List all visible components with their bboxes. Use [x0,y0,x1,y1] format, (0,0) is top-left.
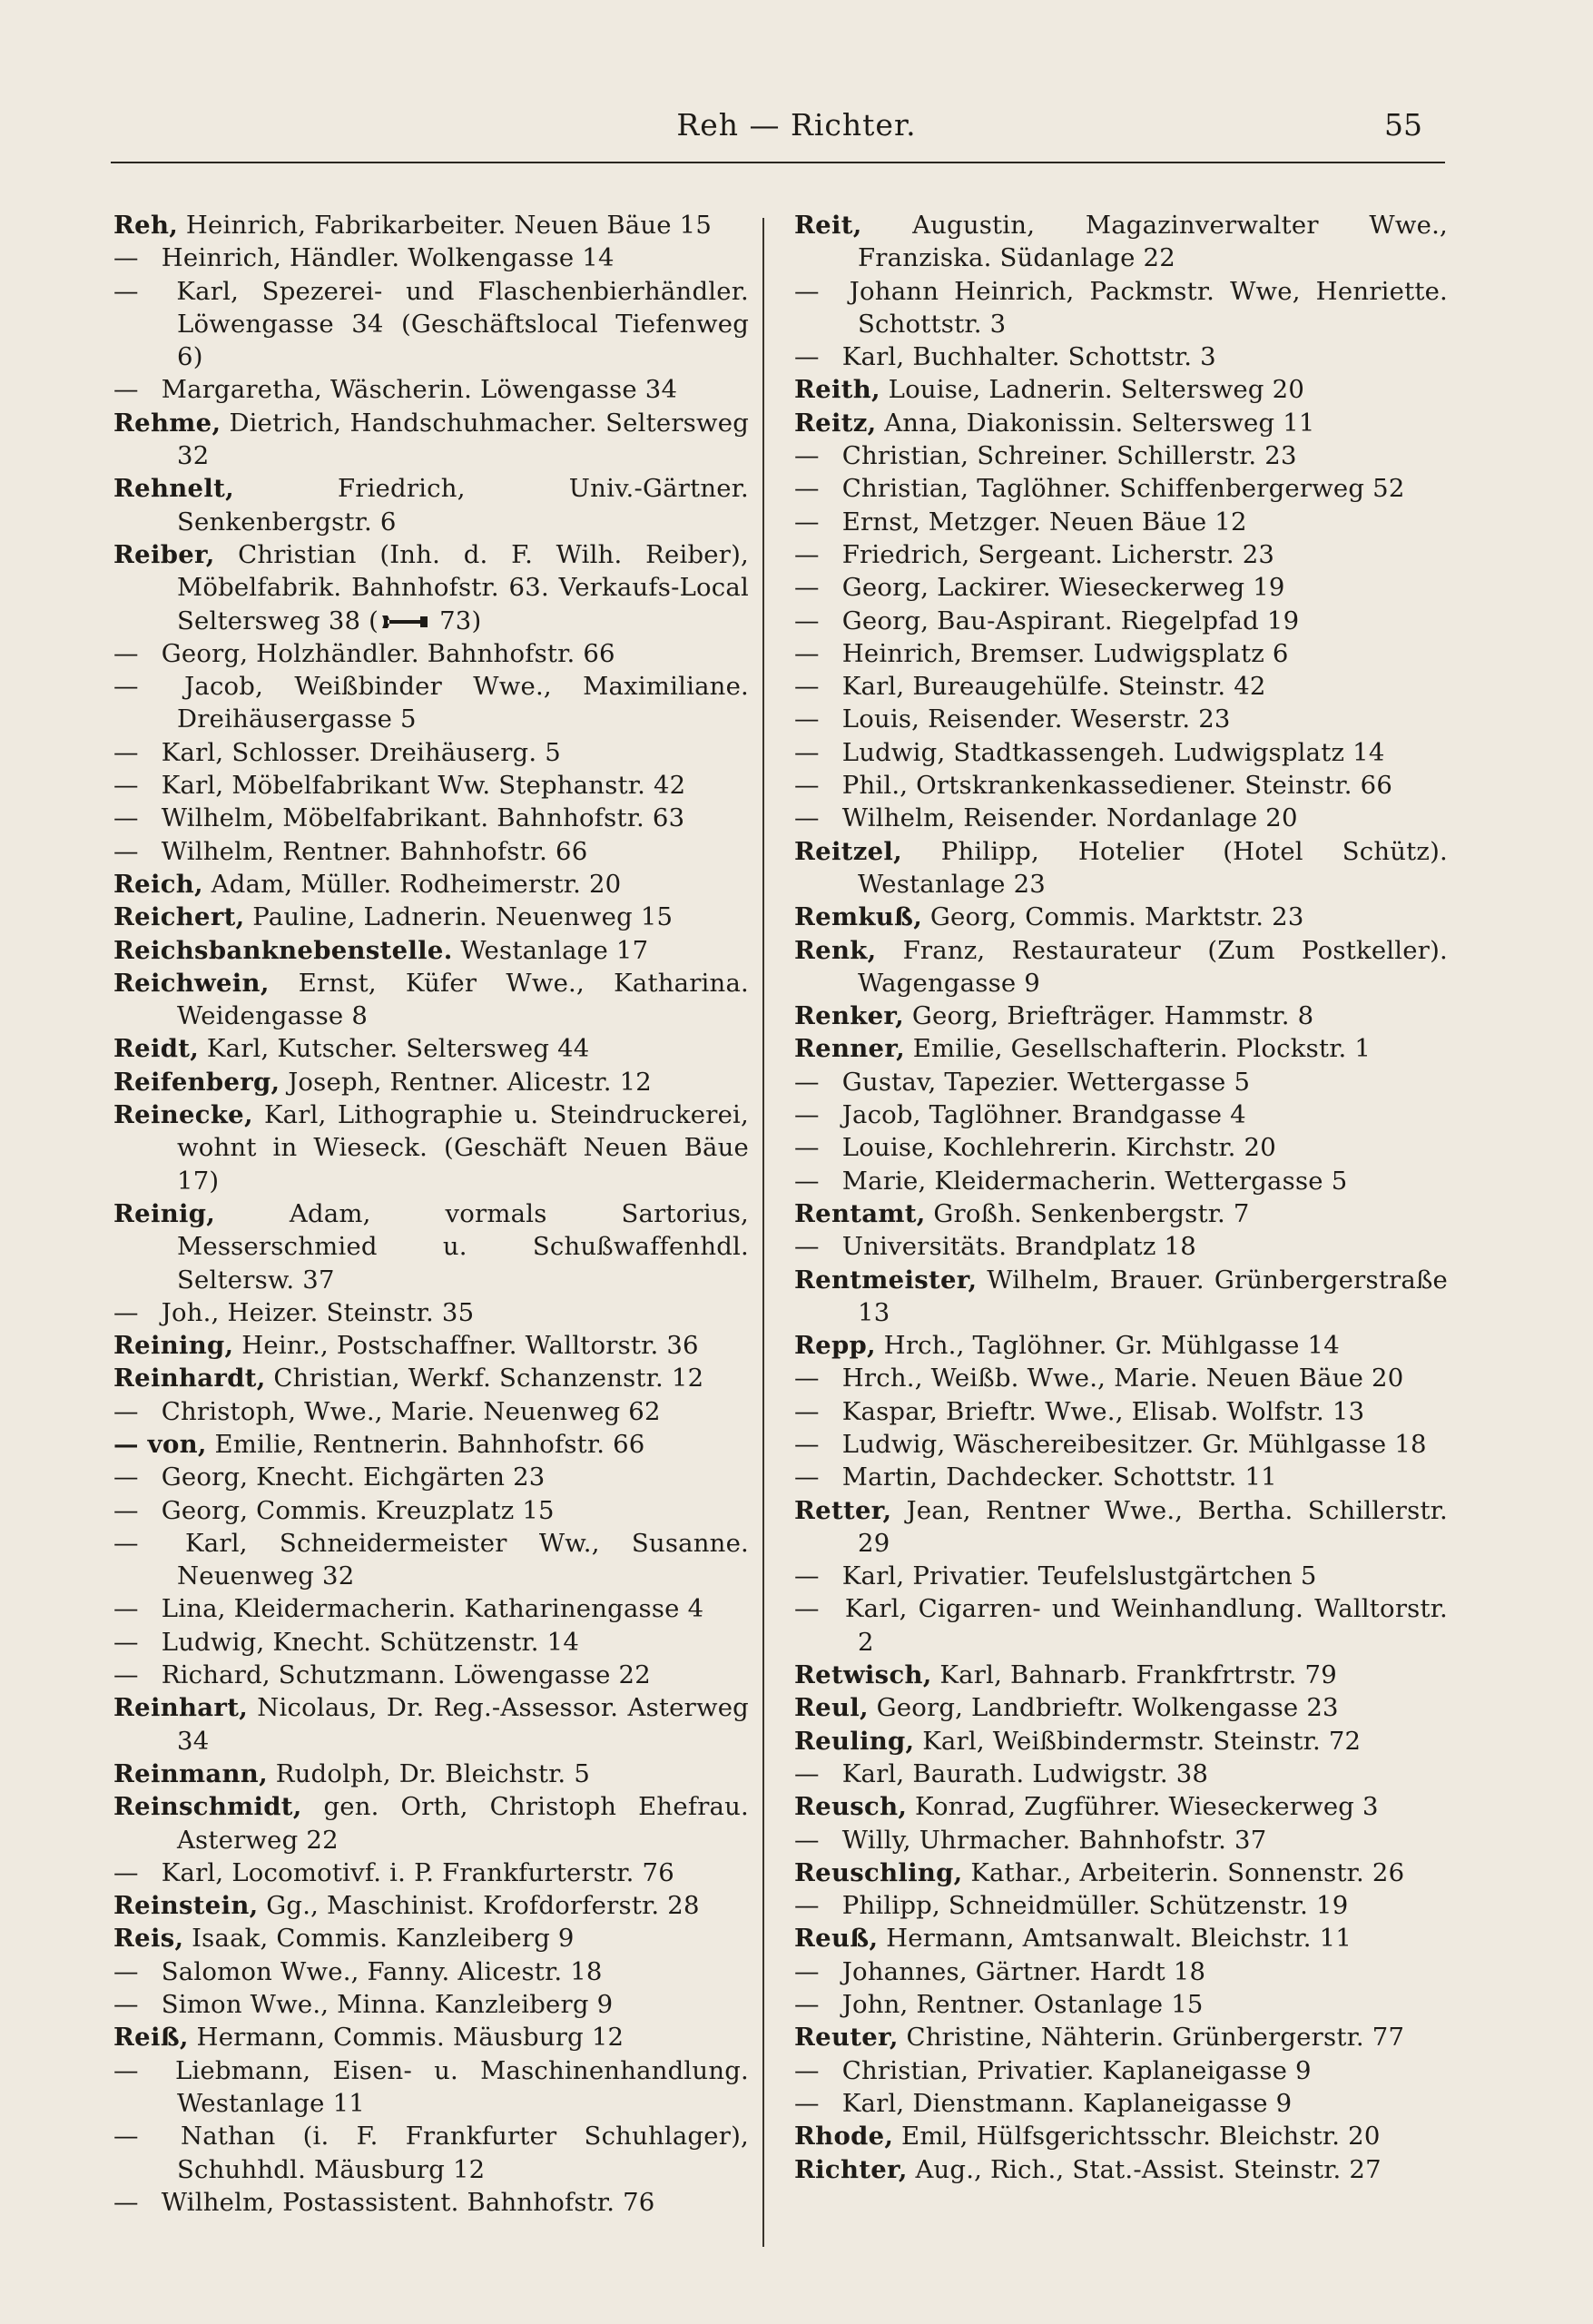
surname: Rehnelt, [113,474,234,504]
entry-details: Aug., Rich., Stat.-Assist. Steinstr. 27 [915,2154,1382,2184]
directory-entry [113,275,749,374]
directory-entry [794,2087,1448,2120]
directory-entry [113,1527,749,1593]
right-column [794,209,1448,2297]
directory-entry [113,241,749,274]
entry-details: Karl, Baurath. Ludwigstr. 38 [841,1758,1209,1788]
surname: Reith, [794,375,880,405]
directory-entry [113,1329,749,1362]
directory-entry [113,868,749,901]
directory-entry [794,1362,1448,1394]
continuation-dash: — [794,1758,820,1788]
directory-entry [794,1856,1448,1889]
directory-entry [794,670,1448,703]
directory-entry [113,1428,749,1461]
continuation-dash: — [113,803,139,833]
entry-details: Adam, Müller. Rodheimerstr. 20 [211,869,622,899]
directory-entry [113,2054,749,2121]
directory-entry [794,605,1448,637]
surname: Reich, [113,869,203,899]
directory-entry [794,901,1448,933]
directory-entry [794,1461,1448,1493]
continuation-dash: — [113,243,139,273]
entry-details: Wilhelm, Brauer. Grünbergerstraße 13 [858,1265,1448,1327]
directory-entry [113,1659,749,1691]
surname: — von, [113,1429,207,1459]
entry-details: Karl, Möbelfabrikant Ww. Stephanstr. 42 [161,771,686,801]
entry-details: Wilhelm, Möbelfabrikant. Bahnhofstr. 63 [161,803,685,833]
entry-details: Jacob, Weißbinder Wwe., Maximiliane. Dreihäusergasse 5 [177,672,749,734]
entry-details: Friedrich, Univ.-Gärtner. Senkenbergstr. 6 [177,474,749,537]
continuation-dash: — [794,737,820,767]
directory-entry [113,1395,749,1428]
surname: Reinecke, [113,1100,253,1130]
entry-details: Karl, Bahnarb. Frankfrtrstr. 79 [939,1660,1337,1690]
directory-entry [794,1395,1448,1428]
directory-entry [113,736,749,769]
continuation-dash: — [794,2088,820,2118]
directory-entry [794,2054,1448,2087]
directory-entry [113,835,749,868]
entry-details: Phil., Ortskrankenkassediener. Steinstr. 66 [841,771,1393,801]
header-divider [111,162,1445,163]
continuation-dash: — [794,1891,820,1921]
directory-entry [113,1362,749,1394]
entry-details: Georg, Holzhändler. Bahnhofstr. 66 [161,638,615,668]
entry-details: Pauline, Ladnerin. Neuenweg 15 [252,902,674,932]
directory-entry [794,1197,1448,1230]
entry-details: Georg, Commis. Kreuzplatz 15 [161,1495,555,1525]
surname: Reichsbanknebenstelle. [113,935,453,965]
surname: Reinhart, [113,1693,249,1723]
entry-details: Emilie, Gesellschafterin. Plockstr. 1 [912,1034,1372,1064]
directory-entry [794,1131,1448,1164]
surname: Rhode, [794,2122,894,2152]
surname: Reiber, [113,539,215,569]
surname: Retter, [794,1495,892,1525]
directory-entry [794,1824,1448,1856]
surname: Remkuß, [794,902,923,932]
entry-details: Karl, Cigarren- und Weinhandlung. Walltorstr. 2 [844,1594,1448,1657]
entry-details: Salomon Wwe., Fanny. Alicestr. 18 [161,1956,603,1986]
continuation-dash: — [113,1857,139,1887]
directory-entry [794,1691,1448,1724]
entry-details: Simon Wwe., Minna. Kanzleiberg 9 [161,1990,614,2020]
surname: Reining, [113,1331,234,1361]
directory-entry [794,1329,1448,1362]
directory-entry [794,1955,1448,1988]
continuation-dash: — [113,1627,139,1657]
entry-details: Kathar., Arbeiterin. Sonnenstr. 26 [970,1857,1405,1887]
continuation-dash: — [113,1297,139,1327]
entry-details: Johannes, Gärtner. Hardt 18 [841,1956,1206,1986]
continuation-dash: — [113,276,139,306]
entry-details: Universitäts. Brandplatz 18 [841,1232,1196,1262]
entry-details: Willy, Uhrmacher. Bahnhofstr. 37 [841,1825,1267,1855]
directory-entry [794,736,1448,769]
directory-entry [794,1428,1448,1461]
continuation-dash: — [794,1067,820,1097]
continuation-dash: — [113,2055,139,2085]
directory-entry [794,1758,1448,1790]
entry-details: Heinr., Postschaffner. Walltorstr. 36 [241,1331,699,1361]
surname: Reuschling, [794,1857,963,1887]
surname: Reidt, [113,1034,200,1064]
continuation-dash: — [794,1462,820,1492]
directory-entry [794,1988,1448,2021]
entry-details: Großh. Senkenbergstr. 7 [933,1198,1250,1228]
entry-details: Louis, Reisender. Weserstr. 23 [841,704,1231,734]
entry-details: Georg, Lackirer. Wieseckerweg 19 [841,573,1285,603]
entry-details: Ludwig, Knecht. Schützenstr. 14 [161,1627,580,1657]
continuation-dash: — [113,672,139,702]
surname: Reusch, [794,1792,908,1822]
surname: Reinschmidt, [113,1792,302,1822]
continuation-dash: — [794,704,820,734]
entry-details: Georg, Commis. Marktstr. 23 [929,902,1304,932]
surname: Rentamt, [794,1198,926,1228]
entry-details: Georg, Briefträger. Hammstr. 8 [911,1001,1314,1031]
directory-entry [794,439,1448,472]
surname: Renner, [794,1034,905,1064]
entry-details: Hermann, Amtsanwalt. Bleichstr. 11 [886,1924,1352,1954]
surname: Rentmeister, [794,1265,978,1295]
directory-entry [794,1659,1448,1691]
directory-entry [794,1066,1448,1098]
continuation-dash: — [794,1100,820,1130]
entry-details: Wilhelm, Rentner. Bahnhofstr. 66 [161,836,588,866]
surname: Reitzel, [794,836,903,866]
entry-details: Georg, Landbrieftr. Wolkengasse 23 [876,1693,1339,1723]
directory-entry [794,275,1448,341]
continuation-dash: — [113,836,139,866]
entry-details: Christian, Privatier. Kaplaneigasse 9 [841,2055,1312,2085]
continuation-dash: — [113,1462,139,1492]
continuation-dash: — [113,737,139,767]
entry-details: Liebmann, Eisen- u. Maschinenhandlung. Westanlage 11 [174,2055,749,2118]
entry-details: Wilhelm, Reisender. Nordanlage 20 [841,803,1298,833]
surname: Reit, [794,211,862,240]
entry-details: Christian, Taglöhner. Schiffenbergerweg 52 [841,474,1405,504]
entry-details: Margaretha, Wäscherin. Löwengasse 34 [161,375,678,405]
entry-details: Christine, Nähterin. Grünbergerstr. 77 [906,2023,1405,2053]
entry-details: Friedrich, Sergeant. Licherstr. 23 [841,539,1275,569]
entry-details: Karl, Kutscher. Seltersweg 44 [206,1034,590,1064]
directory-entry [113,1790,749,1856]
directory-entry [113,209,749,241]
surname: Reiß, [113,2023,189,2053]
entry-details: Westanlage 17 [460,935,649,965]
directory-entry [794,1098,1448,1131]
directory-entry [794,1560,1448,1592]
continuation-dash: — [113,1660,139,1690]
directory-entry [113,2120,749,2186]
entry-details: Karl, Bureaugehülfe. Steinstr. 42 [841,672,1266,702]
continuation-dash: — [794,1825,820,1855]
entry-details: Isaak, Commis. Kanzleiberg 9 [192,1924,575,1954]
directory-entry [113,1955,749,1988]
surname: Reifenberg, [113,1067,280,1097]
directory-entry [794,407,1448,439]
surname: Richter, [794,2154,908,2184]
directory-entry [794,1922,1448,1955]
continuation-dash: — [794,1561,820,1591]
entry-details: Nathan (i. F. Frankfurter Schuhlager), Schuhhdl. Mäusburg 12 [177,2122,749,2184]
continuation-dash: — [794,1396,820,1426]
entry-details: Emil, Hülfsgerichtsschr. Bleichstr. 20 [901,2122,1381,2152]
entry-details: Karl, Spezerei- und Flaschenbierhändler. Löwengasse 34 (Geschäftslocal Tiefenweg 6) [176,276,749,372]
directory-entry [794,1889,1448,1922]
entry-details: Philipp, Hotelier (Hotel Schütz). Westanlage 23 [858,836,1448,899]
continuation-dash: — [794,1232,820,1262]
continuation-dash: — [794,1166,820,1196]
continuation-dash: — [794,276,820,306]
directory-entry [794,1230,1448,1263]
entry-details: Karl, Buchhalter. Schottstr. 3 [841,342,1216,372]
directory-entry [113,1494,749,1527]
directory-entry [794,637,1448,670]
entry-details: Heinrich, Händler. Wolkengasse 14 [161,243,615,273]
continuation-dash: — [794,1594,820,1624]
column-divider [762,218,764,2247]
directory-entry [794,1264,1448,1330]
entry-details: Adam, vormals Sartorius, Messerschmied u. Schußwaffenhdl. Seltersw. 37 [177,1198,749,1295]
directory-entry [794,209,1448,275]
entry-details: Hrch., Weißb. Wwe., Marie. Neuen Bäue 20 [841,1364,1404,1393]
continuation-dash: — [113,1594,139,1624]
entry-details: Christian, Schreiner. Schillerstr. 23 [841,441,1297,471]
directory-entry [794,2120,1448,2152]
entry-details: Karl, Privatier. Teufelslustgärtchen 5 [841,1561,1317,1591]
directory-entry [794,571,1448,604]
entry-details: Karl, Dienstmann. Kaplaneigasse 9 [841,2088,1293,2118]
directory-entry [794,472,1448,505]
directory-entry [794,2021,1448,2053]
telephone-icon [379,612,431,632]
directory-entry [113,373,749,406]
surname: Renker, [794,1001,905,1031]
surname: Reichwein, [113,968,270,998]
continuation-dash: — [794,803,820,833]
directory-entry [113,538,749,637]
directory-entry [113,407,749,473]
continuation-dash: — [113,1528,139,1558]
surname: Retwisch, [794,1660,932,1690]
entry-details: Wilhelm, Postassistent. Bahnhofstr. 76 [161,2187,655,2217]
continuation-dash: — [794,606,820,635]
directory-entry [794,538,1448,571]
entry-details: Georg, Knecht. Eichgärten 23 [161,1462,546,1492]
continuation-dash: — [794,573,820,603]
continuation-dash: — [113,2122,139,2152]
directory-entry [113,472,749,538]
directory-entry [113,637,749,670]
directory-entry [794,2153,1448,2186]
entry-details: Karl, Schneidermeister Ww., Susanne. Neuenweg 32 [177,1528,749,1591]
entry-details: Richard, Schutzmann. Löwengasse 22 [161,1660,651,1690]
surname: Repp, [794,1331,876,1361]
directory-entry [794,1790,1448,1823]
continuation-dash: — [113,1956,139,1986]
directory-entry [794,373,1448,406]
entry-details: Ludwig, Stadtkassengeh. Ludwigsplatz 14 [841,737,1385,767]
entry-details: Gustav, Tapezier. Wettergasse 5 [841,1067,1251,1097]
entry-details: Marie, Kleidermacherin. Wettergasse 5 [841,1166,1348,1196]
directory-entry [794,802,1448,834]
directory-entry [113,2021,749,2053]
surname: Reuling, [794,1726,915,1756]
entry-details: gen. Orth, Christoph Ehefrau. Asterweg 22 [177,1792,749,1855]
entry-details: Martin, Dachdecker. Schottstr. 11 [841,1462,1277,1492]
entry-details: John, Rentner. Ostanlage 15 [841,1990,1204,2020]
directory-entry [113,1626,749,1659]
entry-details: Christoph, Wwe., Marie. Neuenweg 62 [161,1396,661,1426]
directory-entry [794,835,1448,901]
entry-details: Louise, Ladnerin. Seltersweg 20 [888,375,1305,405]
surname: Renk, [794,935,877,965]
surname: Reuter, [794,2023,899,2053]
continuation-dash: — [113,1396,139,1426]
continuation-dash: — [113,771,139,801]
page-number: 55 [1384,107,1422,143]
directory-entry [113,670,749,736]
directory-entry [113,1098,749,1197]
continuation-dash: — [794,1990,820,2020]
entry-details: Ernst, Metzger. Neuen Bäue 12 [841,507,1247,537]
directory-entry [794,1032,1448,1065]
surname: Reuß, [794,1924,879,1954]
entry-details: Joh., Heizer. Steinstr. 35 [161,1297,475,1327]
continuation-dash: — [113,1495,139,1525]
entry-details: Christian (Inh. d. F. Wilh. Reiber), Möbelfabrik. Bahnhofstr. 63. Verkaufs-Local Seltersweg 38 ( 73) [177,539,749,635]
entry-details: Gg., Maschinist. Krofdorferstr. 28 [266,1891,700,1921]
directory-entry [113,1592,749,1625]
directory-entry [113,1856,749,1889]
continuation-dash: — [794,474,820,504]
entry-details: Louise, Kochlehrerin. Kirchstr. 20 [841,1133,1276,1163]
surname: Reh, [113,211,179,240]
entry-details: Jacob, Taglöhner. Brandgasse 4 [841,1100,1246,1130]
directory-entry [113,2186,749,2219]
continuation-dash: — [794,1956,820,1986]
directory-entry [113,967,749,1033]
surname: Reul, [794,1693,869,1723]
entry-details: Lina, Kleidermacherin. Katharinengasse 4 [161,1594,704,1624]
continuation-dash: — [794,2055,820,2085]
directory-entry [794,340,1448,373]
surname: Reitz, [794,408,877,438]
directory-entry [113,1197,749,1296]
continuation-dash: — [794,441,820,471]
entry-details: Emilie, Rentnerin. Bahnhofstr. 66 [214,1429,645,1459]
entry-details: Joseph, Rentner. Alicestr. 12 [288,1067,652,1097]
continuation-dash: — [794,1133,820,1163]
entry-details: Hermann, Commis. Mäusburg 12 [196,2023,624,2053]
entry-details: Nicolaus, Dr. Reg.-Assessor. Asterweg 34 [177,1693,749,1756]
entry-details: Konrad, Zugführer. Wieseckerweg 3 [915,1792,1379,1822]
continuation-dash: — [113,1990,139,2020]
entry-details: Heinrich, Bremser. Ludwigsplatz 6 [841,638,1289,668]
entry-details: Franz, Restaurateur (Zum Postkeller). Wagengasse 9 [858,935,1448,998]
surname: Reinhardt, [113,1364,266,1393]
entry-details: Georg, Bau-Aspirant. Riegelpfad 19 [841,606,1300,635]
directory-entry [113,901,749,933]
surname: Reinmann, [113,1758,268,1788]
entry-details: Anna, Diakonissin. Seltersweg 11 [884,408,1315,438]
directory-entry [113,1922,749,1955]
entry-details: Hrch., Taglöhner. Gr. Mühlgasse 14 [883,1331,1340,1361]
directory-entry [113,1296,749,1329]
page-title: Reh — Richter. [676,107,917,143]
directory-entry [794,703,1448,735]
continuation-dash: — [794,1429,820,1459]
surname: Reichert, [113,902,245,932]
entry-details: Philipp, Schneidmüller. Schützenstr. 19 [841,1891,1349,1921]
surname: Rehme, [113,408,221,438]
directory-entry [794,1165,1448,1197]
entry-details: Johann Heinrich, Packmstr. Wwe, Henriette. Schottstr. 3 [849,276,1448,339]
entry-details: Jean, Rentner Wwe., Bertha. Schillerstr. 29 [858,1495,1448,1558]
entry-details: Karl, Weißbindermstr. Steinstr. 72 [922,1726,1362,1756]
entry-details: Karl, Schlosser. Dreihäuserg. 5 [161,737,561,767]
directory-entry [113,802,749,834]
continuation-dash: — [794,539,820,569]
directory-entry [794,769,1448,802]
continuation-dash: — [794,507,820,537]
entry-details: Augustin, Magazinverwalter Wwe., Franziska. Südanlage 22 [858,211,1448,273]
directory-entry [794,506,1448,538]
directory-entry [794,1592,1448,1659]
entry-details: Kaspar, Brieftr. Wwe., Elisab. Wolfstr. 13 [841,1396,1365,1426]
directory-entry [113,769,749,802]
directory-entry [113,934,749,967]
directory-entry [113,1461,749,1493]
continuation-dash: — [113,638,139,668]
surname: Reinig, [113,1198,216,1228]
left-column [113,209,749,2297]
continuation-dash: — [113,2187,139,2217]
continuation-dash: — [794,1364,820,1393]
continuation-dash: — [113,375,139,405]
directory-entry [113,1691,749,1758]
entry-details: Dietrich, Handschuhmacher. Seltersweg 32 [177,408,749,471]
directory-entry [113,1988,749,2021]
directory-entry [113,1032,749,1065]
directory-entry [113,1758,749,1790]
entry-details: Ernst, Küfer Wwe., Katharina. Weidengasse 8 [177,968,749,1031]
surname: Reinstein, [113,1891,259,1921]
entry-details: Rudolph, Dr. Bleichstr. 5 [275,1758,591,1788]
entry-details: Karl, Locomotivf. i. P. Frankfurterstr. 76 [161,1857,674,1887]
continuation-dash: — [794,672,820,702]
continuation-dash: — [794,771,820,801]
directory-entry [794,1000,1448,1032]
directory-entry [113,1889,749,1922]
entry-details: Ludwig, Wäschereibesitzer. Gr. Mühlgasse 18 [841,1429,1427,1459]
entry-details: Christian, Werkf. Schanzenstr. 12 [273,1364,704,1393]
directory-entry [794,1725,1448,1758]
directory-entry [794,1494,1448,1561]
entry-details: Karl, Lithographie u. Steindruckerei, wohnt in Wieseck. (Geschäft Neuen Bäue 17) [177,1100,749,1196]
directory-entry [113,1066,749,1098]
continuation-dash: — [794,342,820,372]
surname: Reis, [113,1924,184,1954]
entry-details: Heinrich, Fabrikarbeiter. Neuen Bäue 15 [185,211,713,240]
continuation-dash: — [794,638,820,668]
directory-entry [794,934,1448,1000]
